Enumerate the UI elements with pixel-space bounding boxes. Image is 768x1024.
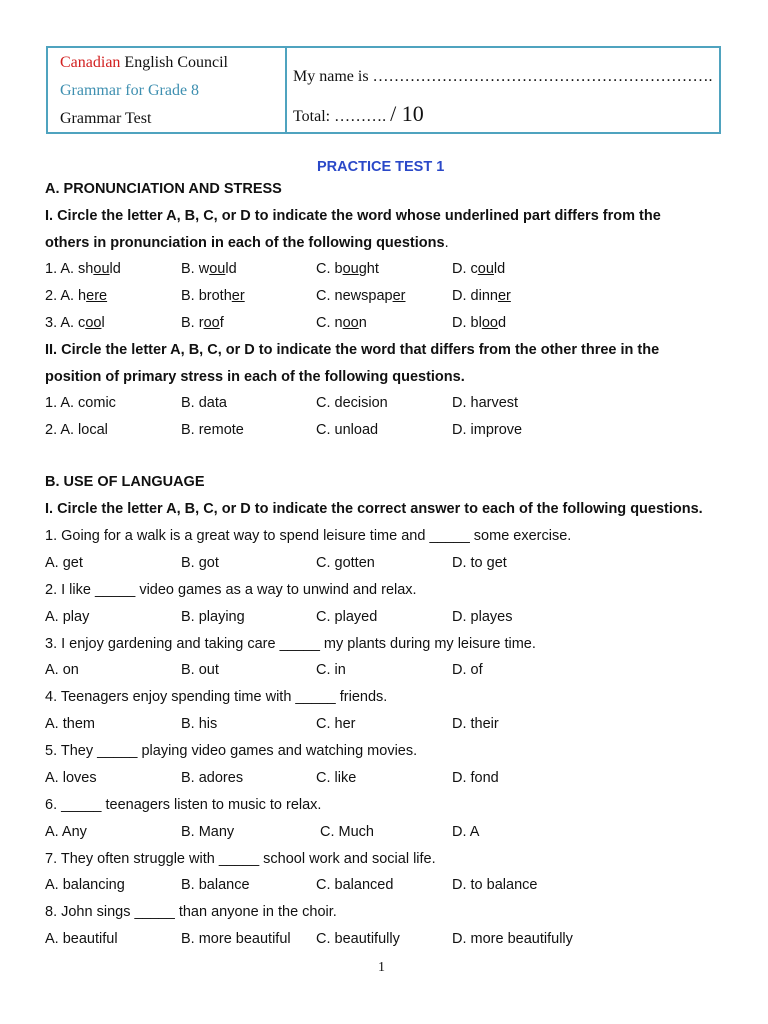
question-2: 2. I like _____ video games as a way to unwind and relax. xyxy=(45,582,417,598)
option-a: A. get xyxy=(45,555,83,571)
question-4: 4. Teenagers enjoy spending time with _____ friends. xyxy=(45,689,388,705)
option-a xyxy=(45,286,107,306)
option-b xyxy=(181,313,224,333)
question-6: 6. _____ teenagers listen to music to relax. xyxy=(45,797,322,813)
question-5: 5. They _____ playing video games and watching movies. xyxy=(45,743,418,759)
underlined-part: oo xyxy=(342,315,359,331)
underlined-part: ou xyxy=(93,261,110,277)
option-d: D. playes xyxy=(452,609,513,625)
option-text: l xyxy=(101,315,105,331)
option-b: B. adores xyxy=(181,770,244,786)
option-a: A. play xyxy=(45,609,90,625)
option-a: A. on xyxy=(45,662,79,678)
option-text: B. w xyxy=(181,261,210,277)
option-c: C. decision xyxy=(316,395,388,411)
option-b: B. balance xyxy=(181,877,250,893)
option-b: B. remote xyxy=(181,422,244,438)
option-d: D. A xyxy=(452,824,480,840)
name-field: My name is ………………………………………………………. xyxy=(293,68,713,85)
option-text: ld xyxy=(225,261,237,277)
section-b-instruction: I. Circle the letter A, B, C, or D to indicate the correct answer to each of the following questions. xyxy=(45,501,703,517)
total-max: / 10 xyxy=(390,101,424,126)
option-a: A. balancing xyxy=(45,877,125,893)
part-i-instruction-line2 xyxy=(45,233,449,253)
option-b xyxy=(181,259,237,279)
option-d: D. to get xyxy=(452,555,507,571)
option-c: C. gotten xyxy=(316,555,375,571)
option-d: D. of xyxy=(452,662,483,678)
option-c: C. in xyxy=(316,662,346,678)
option-text: B. broth xyxy=(181,288,232,304)
option-b: B. his xyxy=(181,716,218,732)
question-3: 3. I enjoy gardening and taking care _____ my plants during my leisure time. xyxy=(45,636,536,652)
total-field xyxy=(293,101,719,127)
option-d xyxy=(452,286,511,306)
part-i-instruction-period: . xyxy=(444,235,449,251)
option-a: A. Any xyxy=(45,824,87,840)
underlined-part: ou xyxy=(342,261,359,277)
part-i-instruction-line1: I. Circle the letter A, B, C, or D to indicate the word whose underlined part differs from the xyxy=(45,208,661,224)
option-a: 1. A. comic xyxy=(45,395,116,411)
header-right xyxy=(287,48,719,132)
option-text: D. c xyxy=(452,261,478,277)
option-text: ld xyxy=(109,261,121,277)
option-text: ght xyxy=(358,261,379,277)
option-text: ld xyxy=(493,261,506,277)
part-i-instruction-text: others in pronunciation in each of the following questions xyxy=(45,235,445,251)
council-name-red: Canadian xyxy=(60,54,121,71)
option-c: C. her xyxy=(316,716,356,732)
underlined-part: ere xyxy=(86,288,108,304)
option-text: 3. A. c xyxy=(45,315,86,331)
option-b xyxy=(181,286,245,306)
option-text: n xyxy=(358,315,367,331)
underlined-part: ou xyxy=(477,261,494,277)
option-text: C. b xyxy=(316,261,343,277)
option-b: B. Many xyxy=(181,824,235,840)
option-text: 1. A. sh xyxy=(45,261,94,277)
part-ii-instruction-line1: II. Circle the letter A, B, C, or D to indicate the word that differs from the other three in the xyxy=(45,342,660,358)
option-d xyxy=(452,313,506,333)
option-text: d xyxy=(497,315,507,331)
header-box xyxy=(46,46,721,134)
underlined-part: er xyxy=(231,288,245,304)
option-b: B. playing xyxy=(181,609,245,625)
section-a-heading: A. PRONUNCIATION AND STRESS xyxy=(45,181,282,197)
council-name xyxy=(60,50,285,78)
question-8: 8. John sings _____ than anyone in the choir. xyxy=(45,904,337,920)
option-d: D. their xyxy=(452,716,499,732)
option-b: B. data xyxy=(181,395,227,411)
option-c xyxy=(316,313,367,333)
option-a: A. loves xyxy=(45,770,97,786)
underlined-part: oo xyxy=(85,315,102,331)
page-number: 1 xyxy=(378,960,385,975)
option-text: C. newspap xyxy=(316,288,393,304)
option-text: C. n xyxy=(316,315,343,331)
option-d: D. harvest xyxy=(452,395,519,411)
option-d: D. more beautifully xyxy=(452,931,573,947)
test-label: Grammar Test xyxy=(60,110,152,127)
header-left xyxy=(48,48,287,132)
option-c: C. like xyxy=(316,770,357,786)
option-d xyxy=(452,259,505,279)
option-text: D. bl xyxy=(452,315,482,331)
option-text: D. dinn xyxy=(452,288,498,304)
grade-label: Grammar for Grade 8 xyxy=(60,82,200,99)
option-b: B. more beautiful xyxy=(181,931,291,947)
option-c: C. Much xyxy=(320,824,374,840)
part-ii-instruction-line2: position of primary stress in each of the following questions. xyxy=(45,369,465,385)
option-a: A. them xyxy=(45,716,95,732)
option-text: 2. A. h xyxy=(45,288,87,304)
question-1: 1. Going for a walk is a great way to spend leisure time and _____ some exercise. xyxy=(45,528,572,544)
option-a xyxy=(45,313,105,333)
option-a: 2. A. local xyxy=(45,422,108,438)
council-name-black: English Council xyxy=(120,54,228,71)
option-c: C. balanced xyxy=(316,877,394,893)
option-c xyxy=(316,259,379,279)
underlined-part: er xyxy=(392,288,406,304)
option-d: D. improve xyxy=(452,422,523,438)
option-c: C. unload xyxy=(316,422,379,438)
option-d: D. to balance xyxy=(452,877,538,893)
option-b: B. got xyxy=(181,555,219,571)
option-text: B. r xyxy=(181,315,204,331)
total-label: Total: ………. xyxy=(293,108,391,125)
page-title: PRACTICE TEST 1 xyxy=(317,159,445,175)
option-text: f xyxy=(219,315,224,331)
question-7: 7. They often struggle with _____ school work and social life. xyxy=(45,851,436,867)
option-d: D. fond xyxy=(452,770,499,786)
option-c: C. beautifully xyxy=(316,931,400,947)
option-c: C. played xyxy=(316,609,378,625)
underlined-part: er xyxy=(497,288,511,304)
section-b-heading: B. USE OF LANGUAGE xyxy=(45,474,205,490)
option-b: B. out xyxy=(181,662,219,678)
underlined-part: oo xyxy=(203,315,220,331)
underlined-part: oo xyxy=(481,315,498,331)
option-c xyxy=(316,286,405,306)
underlined-part: ou xyxy=(209,261,226,277)
option-a: A. beautiful xyxy=(45,931,118,947)
option-a xyxy=(45,259,121,279)
